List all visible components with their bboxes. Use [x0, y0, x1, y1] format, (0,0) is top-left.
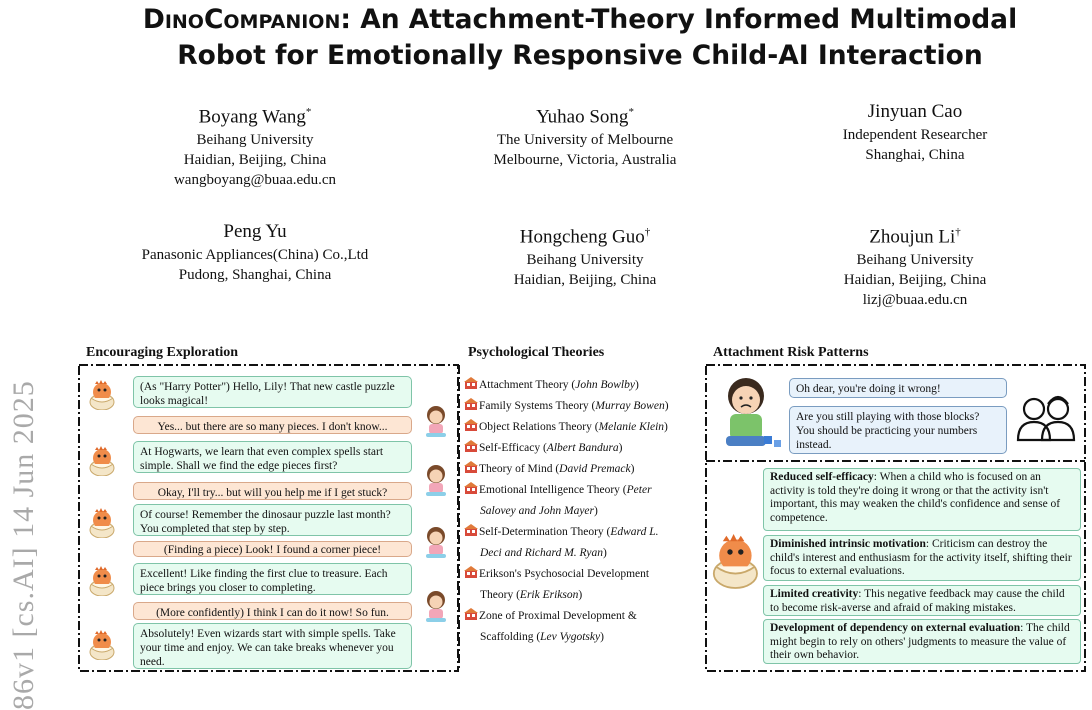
author-name: Yuhao Song — [536, 106, 629, 128]
risk-item: Diminished intrinsic motivation: Criticism can destroy the child's interest and enthusiasm for the activity itself, shifting their focus to external evaluations. — [763, 535, 1081, 581]
header-theories: Psychological Theories — [468, 345, 605, 360]
theory-icon — [464, 481, 478, 495]
dino-robot-icon — [89, 380, 115, 410]
author-name: Hongcheng Guo — [519, 226, 645, 248]
theory-icon — [464, 397, 478, 411]
author-location: Shanghai, China — [865, 147, 965, 163]
author-mark: † — [644, 226, 651, 238]
risk-item: Development of dependency on external evaluation: The child might begin to rely on others' judgments to measure the value of their own behavior. — [763, 619, 1081, 664]
header-risks: Attachment Risk Patterns — [713, 345, 869, 360]
dino-message: Absolutely! Even wizards start with simple spells. Take your time and enjoy. We can take breaks whenever you need. — [133, 623, 412, 669]
risk-item: Reduced self-efficacy: When a child who is focused on an activity is told they're doing it wrong or that the activity isn't important, this may weaken the child's confidence and sense of competence. — [763, 468, 1081, 531]
author-location: Haidian, Beijing, China — [513, 272, 657, 289]
theory-icon — [464, 460, 478, 474]
child-icon — [423, 590, 449, 624]
dino-message: Of course! Remember the dinosaur puzzle last month? You completed that step by step. — [133, 504, 412, 536]
parent-quote: Oh dear, you're doing it wrong! — [789, 378, 1007, 398]
author-mark: * — [305, 106, 312, 118]
risk-item: Limited creativity: This negative feedback may cause the child to become risk-averse and afraid of making mistakes. — [763, 585, 1081, 616]
dino-robot-icon — [89, 446, 115, 476]
dino-message: (As "Harry Potter") Hello, Lily! That new castle puzzle looks magical! — [133, 376, 412, 408]
title-brand: DinoCompanion — [142, 4, 341, 35]
theory-icon — [464, 565, 478, 579]
title-line2: Robot for Emotionally Responsive Child-AI Interaction — [177, 40, 983, 71]
child-message: (Finding a piece) Look! I found a corner piece! — [133, 541, 412, 557]
theory-icon — [464, 439, 478, 453]
child-message: Yes... but there are so many pieces. I don't know... — [133, 416, 412, 434]
theory-item-cont: Deci and Richard M. Ryan) — [480, 547, 607, 559]
arxiv-stamp: 86v1 [cs.AI] 14 Jun 2025 — [7, 380, 40, 710]
theory-item: Self-Determination Theory (Edward L. — [464, 522, 704, 543]
author-location: Haidian, Beijing, China — [183, 152, 327, 169]
author-name: Peng Yu — [223, 221, 287, 242]
theory-item: Family Systems Theory (Murray Bowen) — [464, 396, 704, 417]
theory-item: Object Relations Theory (Melanie Klein) — [464, 417, 704, 438]
theory-icon — [464, 607, 478, 621]
author-location: Melbourne, Victoria, Australia — [493, 152, 677, 169]
child-message: (More confidently) I think I can do it now! So fun. — [133, 602, 412, 620]
author-email: wangboyang@buaa.edu.cn — [173, 172, 337, 189]
theory-item: Emotional Intelligence Theory (Peter — [464, 480, 704, 501]
theory-icon — [464, 418, 478, 432]
parent-quote: Are you still playing with those blocks? You should be practicing your numbers instead. — [789, 406, 1007, 454]
author-location: Haidian, Beijing, China — [843, 272, 987, 289]
author-affiliation: Beihang University — [196, 132, 314, 149]
child-icon — [423, 405, 449, 439]
theory-item: Zone of Proximal Development & — [464, 606, 704, 627]
theory-item-cont: Salovey and John Mayer) — [480, 505, 598, 517]
theory-item: Attachment Theory (John Bowlby) — [464, 375, 704, 396]
author-affiliation: The University of Melbourne — [496, 132, 674, 149]
author-name: Zhoujun Li — [869, 226, 956, 248]
author-name: Jinyuan Cao — [867, 101, 963, 122]
child-message: Okay, I'll try... but will you help me if I get stuck? — [133, 482, 412, 500]
theory-item: Self-Efficacy (Albert Bandura) — [464, 438, 704, 459]
title-line1-rest: : An Attachment-Theory Informed Multimodal — [340, 4, 1018, 35]
author-affiliation: Panasonic Appliances(China) Co.,Ltd — [141, 247, 369, 263]
author-mark: † — [955, 226, 961, 238]
theory-item: Erikson's Psychosocial Development — [464, 564, 704, 585]
dino-robot-icon — [89, 566, 115, 596]
dino-message: At Hogwarts, we learn that even complex spells start simple. Shall we find the edge pieces first? — [133, 441, 412, 473]
author-affiliation: Beihang University — [856, 252, 974, 269]
author-email: lizj@buaa.edu.cn — [862, 292, 968, 309]
dino-robot-icon — [712, 534, 762, 594]
theory-list — [464, 375, 704, 648]
parents-icon — [1014, 392, 1080, 442]
theory-icon — [464, 376, 478, 390]
theory-item-cont: Theory (Erik Erikson) — [480, 589, 583, 601]
upset-child-icon — [712, 374, 788, 454]
dino-message: Excellent! Like finding the first clue to treasure. Each piece brings you closer to completing. — [133, 563, 412, 595]
dino-robot-icon — [89, 630, 115, 660]
author-mark: * — [628, 106, 634, 118]
author-affiliation: Beihang University — [526, 252, 644, 269]
child-icon — [423, 464, 449, 498]
author-location: Pudong, Shanghai, China — [178, 267, 332, 283]
author-name: Boyang Wang — [198, 106, 306, 128]
theory-item-cont: Scaffolding (Lev Vygotsky) — [480, 631, 604, 643]
author-affiliation: Independent Researcher — [842, 127, 988, 143]
header-exploration: Encouraging Exploration — [86, 345, 239, 360]
dino-robot-icon — [89, 508, 115, 538]
child-icon — [423, 526, 449, 560]
theory-item: Theory of Mind (David Premack) — [464, 459, 704, 480]
theory-icon — [464, 523, 478, 537]
